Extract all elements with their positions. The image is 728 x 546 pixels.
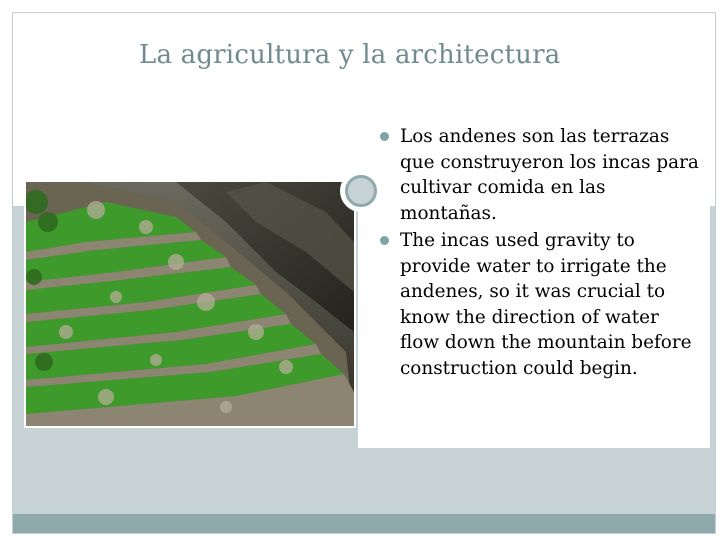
bullet-text: The incas used gravity to provide water to irrigate the andenes, so it was crucial to know the direction of water flow down the mountain before construction could begin. [400, 230, 692, 379]
bullet-item [380, 228, 700, 381]
bullet-dot-icon [380, 236, 389, 245]
bullet-text: Los andenes son las terrazas que construyeron los incas para cultivar comida en las montañas. [400, 126, 699, 224]
slide-title: La agricultura y la architectura [139, 40, 561, 70]
inca-terraces-photo [24, 180, 356, 428]
decor-circle-icon [345, 175, 377, 207]
bullet-list [380, 124, 700, 383]
bullet-item [380, 124, 700, 226]
bottom-strip [13, 514, 715, 533]
bullet-dot-icon [380, 132, 389, 141]
terraces-illustration [26, 182, 354, 426]
